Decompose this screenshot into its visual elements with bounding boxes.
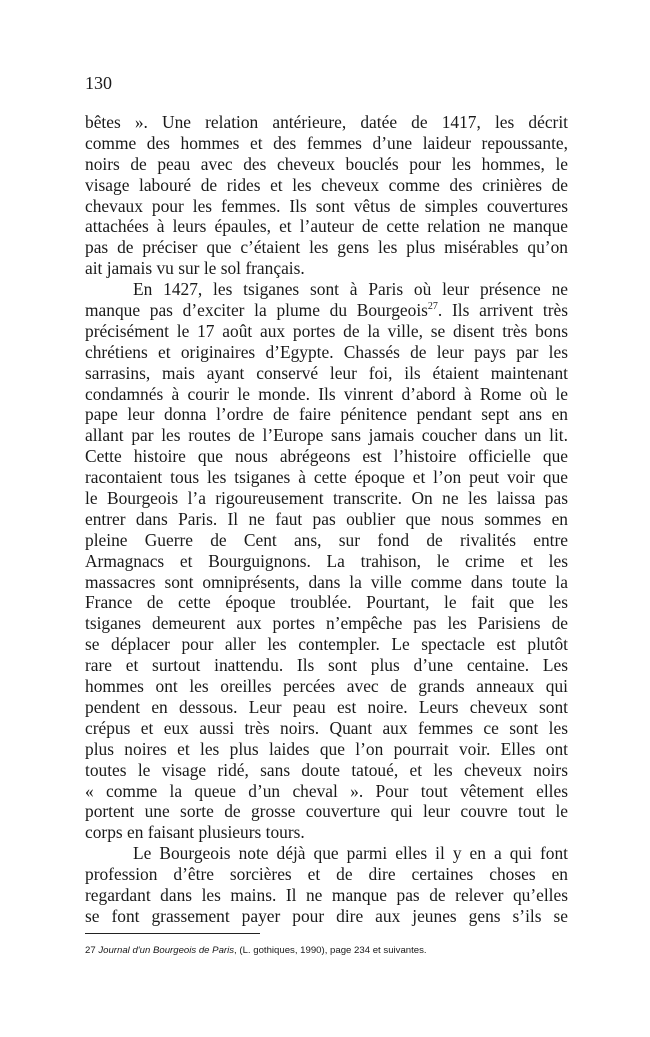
text-line xyxy=(85,425,568,446)
text-line xyxy=(85,655,568,676)
line-text: chrétiens et originaires d’Egypte. Chassés de leur pays par les xyxy=(85,341,568,362)
text-line xyxy=(85,551,568,572)
text-line xyxy=(85,467,568,488)
text-line xyxy=(85,718,568,739)
line-text: ait jamais vu sur le sol français. xyxy=(85,258,305,279)
text-line xyxy=(85,237,568,258)
text-line xyxy=(85,384,568,405)
line-text: hommes ont les oreilles percées avec de grands anneaux qui xyxy=(85,676,568,697)
line-text: France de cette époque troublée. Pourtant, le fait que les xyxy=(85,592,568,613)
text-line xyxy=(85,342,568,363)
text-line xyxy=(85,634,568,655)
line-text: crépus et eux aussi très noirs. Quant aux femmes ce sont les xyxy=(85,717,568,738)
line-text: se font grassement payer pour dire aux jeunes gens s’ils se xyxy=(85,905,568,926)
line-text: tsiganes demeurent aux portes n’empêche pas les Parisiens de xyxy=(85,613,568,634)
paragraph xyxy=(85,279,568,843)
line-text: rare et surtout inattendu. Ils sont plus d’une centaine. Les xyxy=(85,655,568,676)
text-line xyxy=(85,446,568,467)
text-line xyxy=(85,843,568,864)
footnote-number: 27 xyxy=(85,945,96,956)
text-line xyxy=(85,216,568,237)
text-line xyxy=(85,279,568,300)
line-text: allant par les routes de l’Europe sans jamais coucher dans un lit. xyxy=(85,425,568,446)
text-line xyxy=(85,906,568,927)
line-text: . Ils arrivent très xyxy=(437,300,568,321)
text-line xyxy=(85,509,568,530)
line-text: visage labouré de rides et les cheveux comme des crinières de xyxy=(85,174,568,195)
line-text: « comme la queue d’un cheval ». Pour tout vêtement elles xyxy=(85,780,568,801)
line-text: noirs de peau avec des cheveux bouclés pour les hommes, le xyxy=(85,153,568,174)
line-text: Cette histoire que nous abrégeons est l’histoire officielle que xyxy=(85,446,568,467)
text-line xyxy=(85,592,568,613)
line-text: En 1427, les tsiganes sont à Paris où leur présence ne xyxy=(133,279,568,300)
text-line xyxy=(85,133,568,154)
line-text: se déplacer pour aller les contempler. Le spectacle est plutôt xyxy=(85,634,568,655)
line-text: plus noires et les plus laides que l’on pourrait voir. Elles ont xyxy=(85,738,568,759)
page-number: 130 xyxy=(85,73,112,93)
text-line xyxy=(85,154,568,175)
text-line xyxy=(85,175,568,196)
text-line xyxy=(85,781,568,802)
line-text: racontaient tous les tsiganes à cette époque et l’on peut voir que xyxy=(85,467,568,488)
line-text: entrer dans Paris. Il ne faut pas oublier que nous sommes en xyxy=(85,508,568,529)
footnote-details: , (L. gothiques, 1990), page 234 et suivantes. xyxy=(234,945,427,956)
line-text: toutes le visage ridé, sans doute tatoué, et les cheveux noirs xyxy=(85,759,568,780)
text-line xyxy=(85,488,568,509)
line-text: pleine Guerre de Cent ans, sur fond de rivalités entre xyxy=(85,529,568,550)
line-text: précisément le 17 août aux portes de la ville, se disent très bons xyxy=(85,320,568,341)
text-line xyxy=(85,885,568,906)
line-text: corps en faisant plusieurs tours. xyxy=(85,822,305,843)
line-text: bêtes ». Une relation antérieure, datée de 1417, les décrit xyxy=(85,112,568,132)
paragraph xyxy=(85,112,568,279)
line-text: attachées à leurs épaules, et l’auteur de cette relation ne manque xyxy=(85,216,568,237)
line-text: sarrasins, mais ayant conservé leur foi, ils étaient maintenant xyxy=(85,362,568,383)
line-text: manque pas d’exciter la plume du Bourgeois xyxy=(85,300,428,321)
line-text: massacres sont omniprésents, dans la ville comme dans toute la xyxy=(85,571,568,592)
text-line xyxy=(85,697,568,718)
text-line xyxy=(85,363,568,384)
text-line xyxy=(85,801,568,822)
text-line xyxy=(85,258,568,279)
line-text: le Bourgeois l’a rigoureusement transcrite. On ne les laissa pas xyxy=(85,488,568,509)
line-text: regardant dans les mains. Il ne manque pas de relever qu’elles xyxy=(85,884,568,905)
line-text: condamnés à courir le monde. Ils vinrent d’abord à Rome où le xyxy=(85,383,568,404)
paragraph xyxy=(85,843,568,927)
body-text xyxy=(85,112,568,927)
line-text: pape leur donna l’ordre de faire pénitence pendant sept ans en xyxy=(85,404,568,425)
text-line xyxy=(85,300,568,321)
line-text: pendent en dessous. Leur peau est noire. Leurs cheveux sont xyxy=(85,696,568,717)
footnote-title: Journal d'un Bourgeois de Paris xyxy=(98,945,235,956)
text-line xyxy=(85,112,568,133)
text-line xyxy=(85,321,568,342)
footnote xyxy=(85,945,427,956)
line-text: pas de préciser que c’étaient les gens les plus misérables qu’on xyxy=(85,237,568,258)
text-line xyxy=(85,196,568,217)
footnote-divider xyxy=(85,933,260,934)
footnote-reference[interactable]: 27 xyxy=(427,301,438,313)
line-text: comme des hommes et des femmes d’une laideur repoussante, xyxy=(85,132,568,153)
line-text: Armagnacs et Bourguignons. La trahison, le crime et les xyxy=(85,550,568,571)
line-text: Le Bourgeois note déjà que parmi elles il y en a qui font xyxy=(133,843,568,864)
text-line xyxy=(85,676,568,697)
text-line xyxy=(85,404,568,425)
text-line xyxy=(85,864,568,885)
text-line xyxy=(85,613,568,634)
text-line xyxy=(85,572,568,593)
line-text: profession d’être sorcières et de dire certaines choses en xyxy=(85,864,568,885)
line-text: chevaux pour les femmes. Ils sont vêtus de simples couvertures xyxy=(85,195,568,216)
line-text: portent une sorte de grosse couverture qui leur couvre tout le xyxy=(85,801,568,822)
text-line xyxy=(85,530,568,551)
text-line xyxy=(85,739,568,760)
text-line xyxy=(85,760,568,781)
text-line xyxy=(85,822,568,843)
